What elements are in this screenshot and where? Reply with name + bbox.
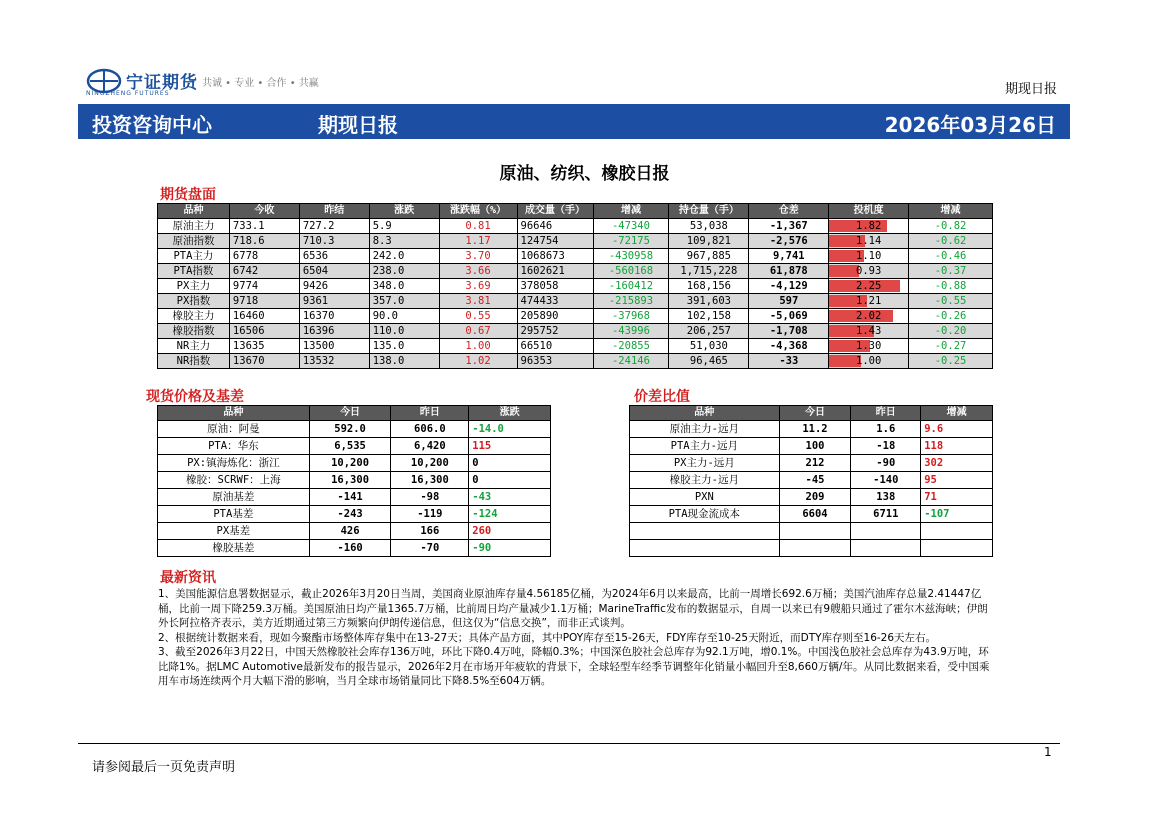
futures-open-interest-cell: 96,465 xyxy=(669,354,749,369)
futures-prev-settle-cell: 9361 xyxy=(299,294,369,309)
futures-row xyxy=(158,279,993,294)
spread-header-cell: 昨日 xyxy=(851,406,921,421)
futures-prev-settle-cell: 710.3 xyxy=(299,234,369,249)
spot-change-cell: -90 xyxy=(469,540,551,557)
futures-speculation-cell xyxy=(829,324,909,339)
futures-header-cell: 投机度 xyxy=(829,204,909,219)
futures-volume-cell: 66510 xyxy=(517,339,593,354)
futures-header-cell: 增减 xyxy=(909,204,993,219)
spot-change-cell: -14.0 xyxy=(469,421,551,438)
futures-oi-diff-cell: -4,129 xyxy=(749,279,829,294)
spread-empty-cell xyxy=(630,523,780,540)
futures-open-interest-cell: 206,257 xyxy=(669,324,749,339)
speculation-value: 1.14 xyxy=(856,235,882,247)
futures-change-cell: 90.0 xyxy=(369,309,439,324)
news-paragraph-2: 2、根据统计数据来看，现如今聚酯市场整体库存集中在13-27天；具体产品方面，其中POY库存至15-26天，FDY库存至10-25天附近，而DTY库存则至16-26天左右。 xyxy=(158,631,937,644)
spread-empty-row xyxy=(630,540,993,557)
futures-volume-cell: 124754 xyxy=(517,234,593,249)
spot-change-cell: -124 xyxy=(469,506,551,523)
spread-yesterday-cell: 6711 xyxy=(851,506,921,523)
futures-close-cell: 9718 xyxy=(229,294,299,309)
futures-volume-cell: 205890 xyxy=(517,309,593,324)
spread-name-cell: PTA主力-远月 xyxy=(630,438,780,455)
spot-today-cell: -141 xyxy=(309,489,391,506)
spread-today-cell: 6604 xyxy=(779,506,851,523)
futures-close-cell: 13635 xyxy=(229,339,299,354)
futures-change-cell: 8.3 xyxy=(369,234,439,249)
speculation-value: 1.43 xyxy=(856,325,882,337)
futures-name-cell: NR指数 xyxy=(158,354,230,369)
spread-yesterday-cell: -90 xyxy=(851,455,921,472)
spot-change-cell: 260 xyxy=(469,523,551,540)
futures-volume-change-cell: -215893 xyxy=(593,294,669,309)
futures-oi-diff-cell: -33 xyxy=(749,354,829,369)
spread-header-row xyxy=(630,406,993,421)
futures-row xyxy=(158,339,993,354)
futures-volume-change-cell: -43996 xyxy=(593,324,669,339)
futures-row xyxy=(158,219,993,234)
futures-name-cell: PX主力 xyxy=(158,279,230,294)
futures-speculation-change-cell: -0.20 xyxy=(909,324,993,339)
futures-volume-change-cell: -37968 xyxy=(593,309,669,324)
spot-name-cell: 橡胶基差 xyxy=(158,540,310,557)
spot-row xyxy=(158,506,551,523)
spot-header-row xyxy=(158,406,551,421)
futures-prev-settle-cell: 16396 xyxy=(299,324,369,339)
futures-close-cell: 16506 xyxy=(229,324,299,339)
futures-volume-cell: 1602621 xyxy=(517,264,593,279)
spread-row xyxy=(630,506,993,523)
futures-open-interest-cell: 102,158 xyxy=(669,309,749,324)
futures-volume-cell: 295752 xyxy=(517,324,593,339)
spread-today-cell: 11.2 xyxy=(779,421,851,438)
futures-open-interest-cell: 967,885 xyxy=(669,249,749,264)
futures-oi-diff-cell: -5,069 xyxy=(749,309,829,324)
spread-yesterday-cell: -140 xyxy=(851,472,921,489)
futures-oi-diff-cell: -1,708 xyxy=(749,324,829,339)
spot-change-cell: 115 xyxy=(469,438,551,455)
spot-today-cell: 426 xyxy=(309,523,391,540)
spot-yesterday-cell: 6,420 xyxy=(391,438,469,455)
futures-speculation-change-cell: -0.46 xyxy=(909,249,993,264)
futures-oi-diff-cell: 9,741 xyxy=(749,249,829,264)
spread-empty-cell xyxy=(851,540,921,557)
futures-change-pct-cell: 1.00 xyxy=(439,339,517,354)
page-title: 原油、纺织、橡胶日报 xyxy=(499,164,670,184)
futures-header-cell: 昨结 xyxy=(299,204,369,219)
spread-name-cell: PX主力-远月 xyxy=(630,455,780,472)
futures-change-pct-cell: 0.67 xyxy=(439,324,517,339)
futures-change-cell: 135.0 xyxy=(369,339,439,354)
spread-row xyxy=(630,438,993,455)
report-type-corner: 期现日报 xyxy=(1004,82,1057,97)
futures-prev-settle-cell: 13500 xyxy=(299,339,369,354)
spot-header-cell: 涨跌 xyxy=(469,406,551,421)
spot-name-cell: 橡胶：SCRWF：上海 xyxy=(158,472,310,489)
spot-today-cell: -160 xyxy=(309,540,391,557)
futures-name-cell: 原油主力 xyxy=(158,219,230,234)
speculation-value: 1.82 xyxy=(856,220,882,232)
spot-name-cell: PTA基差 xyxy=(158,506,310,523)
futures-change-cell: 357.0 xyxy=(369,294,439,309)
spread-header-cell: 增减 xyxy=(921,406,993,421)
futures-volume-change-cell: -72175 xyxy=(593,234,669,249)
futures-name-cell: 橡胶主力 xyxy=(158,309,230,324)
futures-row xyxy=(158,249,993,264)
spot-name-cell: PX:镇海炼化：浙江 xyxy=(158,455,310,472)
spot-row xyxy=(158,489,551,506)
spot-yesterday-cell: -98 xyxy=(391,489,469,506)
speculation-value: 2.25 xyxy=(856,280,882,292)
futures-row xyxy=(158,264,993,279)
spot-yesterday-cell: 166 xyxy=(391,523,469,540)
futures-change-cell: 348.0 xyxy=(369,279,439,294)
spread-empty-row xyxy=(630,523,993,540)
disclaimer-link[interactable]: 请参阅最后一页免责声明 xyxy=(92,760,236,775)
futures-change-pct-cell: 1.17 xyxy=(439,234,517,249)
futures-change-pct-cell: 3.70 xyxy=(439,249,517,264)
futures-close-cell: 6778 xyxy=(229,249,299,264)
futures-volume-change-cell: -20855 xyxy=(593,339,669,354)
futures-volume-change-cell: -430958 xyxy=(593,249,669,264)
futures-header-cell: 今收 xyxy=(229,204,299,219)
futures-speculation-change-cell: -0.62 xyxy=(909,234,993,249)
futures-oi-diff-cell: 61,878 xyxy=(749,264,829,279)
spread-empty-cell xyxy=(921,540,993,557)
futures-header-cell: 持仓量（手） xyxy=(669,204,749,219)
futures-open-interest-cell: 391,603 xyxy=(669,294,749,309)
spread-row xyxy=(630,489,993,506)
spot-header-cell: 品种 xyxy=(158,406,310,421)
futures-prev-settle-cell: 9426 xyxy=(299,279,369,294)
futures-volume-change-cell: -47340 xyxy=(593,219,669,234)
spot-row xyxy=(158,523,551,540)
spot-yesterday-cell: -70 xyxy=(391,540,469,557)
futures-change-pct-cell: 3.69 xyxy=(439,279,517,294)
spread-empty-cell xyxy=(779,540,851,557)
spread-name-cell: 橡胶主力-远月 xyxy=(630,472,780,489)
futures-speculation-change-cell: -0.88 xyxy=(909,279,993,294)
futures-header-cell: 仓差 xyxy=(749,204,829,219)
spot-change-cell: -43 xyxy=(469,489,551,506)
futures-open-interest-cell: 168,156 xyxy=(669,279,749,294)
futures-close-cell: 16460 xyxy=(229,309,299,324)
spot-row xyxy=(158,421,551,438)
futures-name-cell: PTA主力 xyxy=(158,249,230,264)
futures-change-pct-cell: 1.02 xyxy=(439,354,517,369)
futures-row xyxy=(158,324,993,339)
futures-change-cell: 110.0 xyxy=(369,324,439,339)
futures-header-cell: 品种 xyxy=(158,204,230,219)
futures-close-cell: 6742 xyxy=(229,264,299,279)
futures-change-cell: 5.9 xyxy=(369,219,439,234)
speculation-value: 1.00 xyxy=(856,355,882,367)
spot-name-cell: 原油：阿曼 xyxy=(158,421,310,438)
futures-volume-cell: 1068673 xyxy=(517,249,593,264)
header-banner xyxy=(78,104,1070,139)
company-name: 宁证期货 xyxy=(126,73,198,93)
spread-today-cell: -45 xyxy=(779,472,851,489)
spread-today-cell: 100 xyxy=(779,438,851,455)
company-name-en: NINGZHENG FUTURES xyxy=(86,90,170,97)
futures-change-cell: 138.0 xyxy=(369,354,439,369)
futures-speculation-cell xyxy=(829,249,909,264)
futures-open-interest-cell: 51,030 xyxy=(669,339,749,354)
spread-name-cell: PXN xyxy=(630,489,780,506)
futures-speculation-cell xyxy=(829,219,909,234)
futures-change-pct-cell: 3.81 xyxy=(439,294,517,309)
futures-name-cell: PTA指数 xyxy=(158,264,230,279)
page-number: 1 xyxy=(1044,745,1052,759)
spread-section-title: 价差比值 xyxy=(634,389,690,405)
futures-prev-settle-cell: 6536 xyxy=(299,249,369,264)
futures-prev-settle-cell: 6504 xyxy=(299,264,369,279)
futures-close-cell: 733.1 xyxy=(229,219,299,234)
report-type-label: 期现日报 xyxy=(318,113,398,137)
speculation-value: 2.02 xyxy=(856,310,882,322)
futures-volume-cell: 96353 xyxy=(517,354,593,369)
spread-row xyxy=(630,455,993,472)
futures-volume-cell: 378058 xyxy=(517,279,593,294)
futures-close-cell: 718.6 xyxy=(229,234,299,249)
futures-table xyxy=(157,203,993,369)
spread-header-cell: 品种 xyxy=(630,406,780,421)
futures-speculation-cell xyxy=(829,339,909,354)
news-section-title: 最新资讯 xyxy=(160,570,216,586)
spread-header-cell: 今日 xyxy=(779,406,851,421)
futures-header-row xyxy=(158,204,993,219)
futures-header-cell: 涨跌幅（%） xyxy=(439,204,517,219)
spot-yesterday-cell: -119 xyxy=(391,506,469,523)
spread-name-cell: PTA现金流成本 xyxy=(630,506,780,523)
futures-close-cell: 9774 xyxy=(229,279,299,294)
futures-header-cell: 增减 xyxy=(593,204,669,219)
speculation-value: 1.21 xyxy=(856,295,882,307)
futures-change-pct-cell: 0.55 xyxy=(439,309,517,324)
futures-open-interest-cell: 1,715,228 xyxy=(669,264,749,279)
spread-empty-cell xyxy=(779,523,851,540)
spread-empty-cell xyxy=(851,523,921,540)
spot-name-cell: 原油基差 xyxy=(158,489,310,506)
futures-speculation-cell xyxy=(829,264,909,279)
futures-header-cell: 涨跌 xyxy=(369,204,439,219)
news-body xyxy=(158,587,994,689)
futures-volume-cell: 96646 xyxy=(517,219,593,234)
futures-speculation-cell xyxy=(829,294,909,309)
spread-today-cell: 212 xyxy=(779,455,851,472)
spread-change-cell: 71 xyxy=(921,489,993,506)
spread-row xyxy=(630,472,993,489)
spot-today-cell: -243 xyxy=(309,506,391,523)
spot-today-cell: 6,535 xyxy=(309,438,391,455)
spread-change-cell: 302 xyxy=(921,455,993,472)
spot-row xyxy=(158,472,551,489)
spread-empty-cell xyxy=(921,523,993,540)
futures-close-cell: 13670 xyxy=(229,354,299,369)
spot-header-cell: 今日 xyxy=(309,406,391,421)
spread-yesterday-cell: -18 xyxy=(851,438,921,455)
spot-change-cell: 0 xyxy=(469,455,551,472)
futures-volume-cell: 474433 xyxy=(517,294,593,309)
futures-name-cell: NR主力 xyxy=(158,339,230,354)
futures-oi-diff-cell: -4,368 xyxy=(749,339,829,354)
futures-prev-settle-cell: 13532 xyxy=(299,354,369,369)
futures-speculation-change-cell: -0.55 xyxy=(909,294,993,309)
futures-speculation-change-cell: -0.26 xyxy=(909,309,993,324)
spot-row xyxy=(158,540,551,557)
futures-volume-change-cell: -560168 xyxy=(593,264,669,279)
spot-yesterday-cell: 606.0 xyxy=(391,421,469,438)
spread-name-cell: 原油主力-远月 xyxy=(630,421,780,438)
spot-change-cell: 0 xyxy=(469,472,551,489)
futures-oi-diff-cell: 597 xyxy=(749,294,829,309)
futures-row xyxy=(158,309,993,324)
futures-speculation-cell xyxy=(829,354,909,369)
futures-change-cell: 242.0 xyxy=(369,249,439,264)
spot-yesterday-cell: 10,200 xyxy=(391,455,469,472)
spot-section-title: 现货价格及基差 xyxy=(146,389,244,405)
speculation-bar xyxy=(829,265,858,277)
spread-yesterday-cell: 138 xyxy=(851,489,921,506)
spot-name-cell: PTA：华东 xyxy=(158,438,310,455)
futures-oi-diff-cell: -1,367 xyxy=(749,219,829,234)
spot-header-cell: 昨日 xyxy=(391,406,469,421)
department-label: 投资咨询中心 xyxy=(92,113,212,137)
spread-change-cell: 118 xyxy=(921,438,993,455)
futures-open-interest-cell: 109,821 xyxy=(669,234,749,249)
spot-today-cell: 16,300 xyxy=(309,472,391,489)
futures-prev-settle-cell: 16370 xyxy=(299,309,369,324)
futures-speculation-change-cell: -0.82 xyxy=(909,219,993,234)
footer-divider xyxy=(78,743,1060,744)
futures-row xyxy=(158,354,993,369)
futures-oi-diff-cell: -2,576 xyxy=(749,234,829,249)
futures-speculation-change-cell: -0.25 xyxy=(909,354,993,369)
speculation-value: 1.10 xyxy=(856,250,882,262)
spot-name-cell: PX基差 xyxy=(158,523,310,540)
spread-today-cell: 209 xyxy=(779,489,851,506)
spread-table xyxy=(629,405,993,557)
news-paragraph-1: 1、美国能源信息署数据显示，截止2026年3月20日当周，美国商业原油库存量4.56185亿桶，为2024年6月以来最高，比前一周增长692.6万桶；美国汽油库存总量2.41447亿桶，比前一周下降259.3万桶。美国原油日均产量1365.7万桶，比前周日均产量减少1.1万桶；MarineTraffic发布的数据显示，自周一以来已有9艘船只通过了霍尔木兹海峡；伊朗外长阿拉格齐表示，美方近期通过第三方频繁向伊朗传递信息，但这仅为“信息交换”，而非正式谈判。 xyxy=(158,588,988,629)
spot-today-cell: 10,200 xyxy=(309,455,391,472)
futures-speculation-cell xyxy=(829,234,909,249)
futures-change-pct-cell: 3.66 xyxy=(439,264,517,279)
spot-yesterday-cell: 16,300 xyxy=(391,472,469,489)
spot-row xyxy=(158,455,551,472)
spread-row xyxy=(630,421,993,438)
futures-name-cell: PX指数 xyxy=(158,294,230,309)
spot-today-cell: 592.0 xyxy=(309,421,391,438)
spot-row xyxy=(158,438,551,455)
futures-section-title: 期货盘面 xyxy=(160,187,216,203)
spot-table xyxy=(157,405,551,557)
news-paragraph-3: 3、截至2026年3月22日，中国天然橡胶社会库存136万吨，环比下降0.4万吨，降幅0.3%；中国深色胶社会总库存为92.1万吨，增0.1%。中国浅色胶社会总库存为43.9万吨，环比降1%。据LMC Automotive最新发布的报告显示，2026年2月在市场开年疲软的背景下，全球轻型车经季节调整年化销量小幅回升至8,660万辆/年。从同比数据来看，受中国乘用车市场连续两个月大幅下滑的影响，当月全球市场销量同比下降8.5%至604万辆。 xyxy=(158,646,990,687)
futures-speculation-change-cell: -0.37 xyxy=(909,264,993,279)
futures-volume-change-cell: -24146 xyxy=(593,354,669,369)
futures-volume-change-cell: -160412 xyxy=(593,279,669,294)
spread-change-cell: 95 xyxy=(921,472,993,489)
speculation-value: 0.93 xyxy=(856,265,882,277)
futures-speculation-cell xyxy=(829,279,909,294)
futures-speculation-cell xyxy=(829,309,909,324)
futures-speculation-change-cell: -0.27 xyxy=(909,339,993,354)
futures-open-interest-cell: 53,038 xyxy=(669,219,749,234)
speculation-value: 1.30 xyxy=(856,340,882,352)
spread-change-cell: 9.6 xyxy=(921,421,993,438)
spread-yesterday-cell: 1.6 xyxy=(851,421,921,438)
company-logo xyxy=(86,66,376,98)
spread-change-cell: -107 xyxy=(921,506,993,523)
futures-change-cell: 238.0 xyxy=(369,264,439,279)
futures-row xyxy=(158,234,993,249)
futures-change-pct-cell: 0.81 xyxy=(439,219,517,234)
company-slogan: 共诚 • 专业 • 合作 • 共赢 xyxy=(202,78,319,89)
spread-empty-cell xyxy=(630,540,780,557)
futures-row xyxy=(158,294,993,309)
futures-name-cell: 橡胶指数 xyxy=(158,324,230,339)
futures-prev-settle-cell: 727.2 xyxy=(299,219,369,234)
futures-name-cell: 原油指数 xyxy=(158,234,230,249)
futures-header-cell: 成交量（手） xyxy=(517,204,593,219)
report-date: 2026年03月26日 xyxy=(884,113,1056,137)
